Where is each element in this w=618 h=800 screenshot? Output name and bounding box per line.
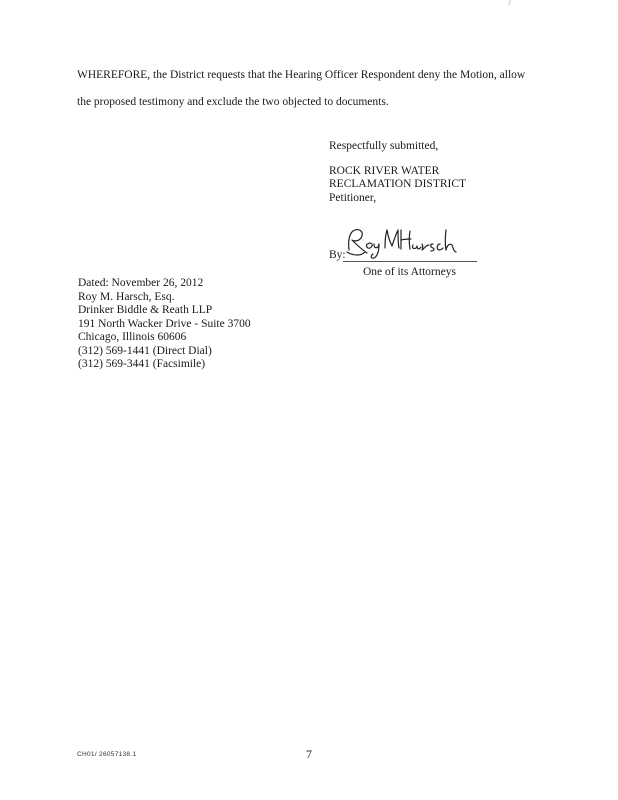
page-number: 7 — [306, 747, 312, 761]
facsimile: (312) 569-3441 (Facsimile) — [78, 358, 206, 370]
street-address: 191 North Wacker Drive - Suite 3700 — [78, 317, 251, 330]
party-line-2: RECLAMATION DISTRICT — [329, 178, 467, 190]
signature-row — [329, 222, 469, 264]
city-line: Chicago, Illinois 60606 — [78, 331, 187, 343]
direct-dial: (312) 569-1441 (Direct Dial) — [78, 344, 212, 357]
document-id: CH01/ 26057138.1 — [77, 751, 137, 758]
dated-line: Dated: November 26, 2012 — [78, 277, 204, 289]
attorney-name: Roy M. Harsch, Esq. — [78, 290, 175, 303]
by-label: By: — [329, 249, 346, 261]
paragraph-line-2: the proposed testimony and exclude the two objected to documents. — [77, 96, 389, 108]
paragraph-line-1: WHEREFORE, the District requests that the Hearing Officer Respondent deny the Motion, allow — [77, 69, 526, 81]
firm-name: Drinker Biddle & Reath LLP — [78, 304, 213, 316]
party-line-1: ROCK RIVER WATER — [329, 164, 440, 177]
scan-mark — [508, 0, 515, 7]
signature-block — [329, 140, 466, 205]
contact-block — [78, 277, 251, 372]
handwritten-signature — [343, 222, 463, 264]
party-line-3: Petitioner, — [329, 191, 377, 204]
signature-caption: One of its Attorneys — [363, 266, 456, 278]
signature-line — [343, 261, 477, 262]
closing-line: Respectfully submitted, — [329, 140, 439, 152]
